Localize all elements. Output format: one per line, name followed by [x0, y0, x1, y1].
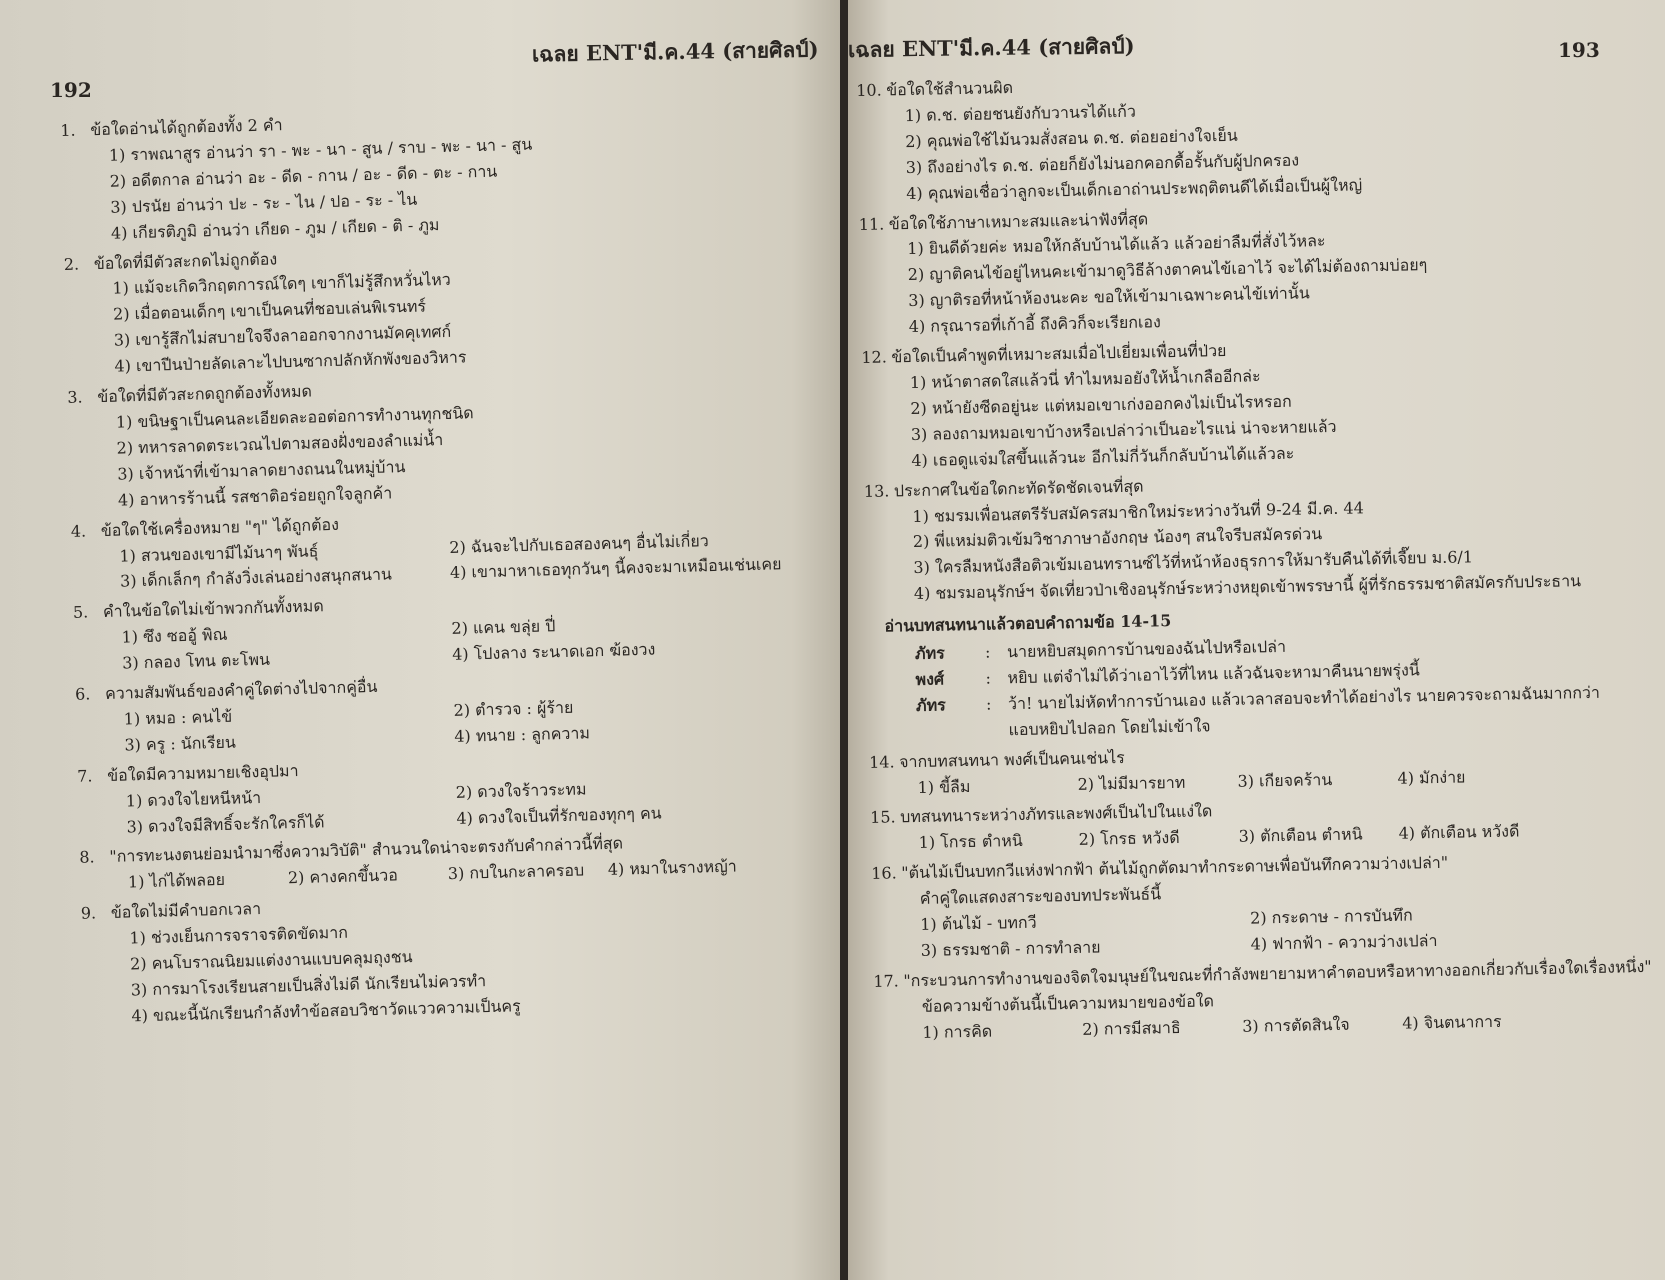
option: 2) หน้ายังซีดอยู่นะ แต่หมอเขาเก่งออกคงไม่เป็นไรหรอก	[910, 391, 1292, 418]
question-text: ข้อใดที่มีตัวสะกดถูกต้องทั้งหมด	[97, 381, 313, 407]
option: 4) จินตนาการ	[1402, 1011, 1502, 1033]
option: 3) เขารู้สึกไม่สบายใจจึงลาออกจากงานมัคคุเทศก์	[113, 322, 452, 350]
question-number: 12.	[861, 347, 887, 368]
option: 1) ซึง ซออู้ พิณ	[121, 625, 228, 647]
option: 2) ฉันจะไปกับเธอสองคนๆ อื่นไม่เกี่ยว	[449, 530, 709, 557]
question-text: จากบทสนทนา พงศ์เป็นคนเช่นไร	[898, 747, 1125, 771]
question-12	[861, 330, 1653, 475]
option: 4) คุณพ่อเชื่อว่าลูกจะเป็นเด็กเอาถ่านประพฤติตนดีได้เมื่อเป็นผู้ใหญ่	[906, 174, 1363, 203]
dialogue-text: หยิบ แต่จำไม่ได้ว่าเอาไว้ที่ไหน แล้วฉันจะหามาคืนนายพรุ่งนี้	[1007, 660, 1420, 688]
option: 4) หมาในรางหญ้า	[607, 856, 737, 880]
question-text: ข้อใดเป็นคำพูดที่เหมาะสมเมื่อไปเยี่ยมเพื่อนที่ป่วย	[891, 341, 1227, 367]
option: 1) โกรธ ตำหนิ	[918, 831, 1023, 853]
option: 4) กรุณารอที่เก้าอี้ ถึงคิวก็จะเรียกเอง	[908, 312, 1161, 337]
question-subtext: ข้อความข้างต้นนี้เป็นความหมายของข้อใด	[921, 991, 1215, 1016]
option: 2) คุณพ่อใช้ไม้นวมสั่งสอน ด.ช. ต่อยอย่างใจเย็น	[905, 125, 1238, 151]
option: 3) การตัดสินใจ	[1242, 1014, 1350, 1036]
option: 1) หน้าตาสดใสแล้วนี่ ทำไมหมอยังให้น้ำเกลืออีกล่ะ	[909, 366, 1261, 392]
question-number: 10.	[856, 80, 882, 100]
speaker-colon: :	[984, 642, 991, 662]
speaker: ภัทร	[915, 695, 946, 715]
option: 3) กลอง โทน ตะโพน	[122, 649, 271, 673]
option: 4) ทนาย : ลูกความ	[454, 723, 591, 746]
option: 4) เขามาหาเธอทุกวันๆ นี้คงจะมาเหมือนเช่นเคย	[449, 554, 782, 583]
option: 3) เกียจคร้าน	[1237, 769, 1333, 791]
dialogue	[867, 627, 1659, 746]
option: 1) ไก่ได้พลอย	[127, 870, 226, 892]
question-number: 14.	[868, 752, 895, 772]
option: 1) หมอ : คนไข้	[123, 706, 233, 729]
dialogue-text: นายหยิบสมุดการบ้านของฉันไปหรือเปล่า	[1006, 636, 1287, 662]
question-2	[63, 232, 826, 381]
option: 1) ราพณาสูร อ่านว่า รา - พะ - นา - สูน / ราบ - พะ - นา - สูน	[108, 134, 533, 165]
page-number-left: 192	[50, 78, 92, 102]
option: 1) ดวงใจไยหนีหน้า	[125, 787, 262, 811]
option: 3) เด็กเล็กๆ กำลังวิ่งเล่นอย่างสนุกสนาน	[119, 564, 393, 591]
option: 1) สวนของเขามีไม้นาๆ พันธุ์	[119, 540, 319, 566]
question-number: 7.	[76, 766, 93, 786]
option: 2) ทหารลาดตระเวณไปตามสองฝั่งของลำแม่น้ำ	[116, 429, 444, 458]
option: 2) อดีตกาล อ่านว่า อะ - ดีด - กาน / อะ - ดีด - ตะ - กาน	[109, 161, 498, 191]
option: 3) กบในกะลาครอบ	[447, 860, 585, 884]
question-number: 17.	[873, 971, 899, 991]
question-number: 5.	[72, 602, 89, 623]
question-text: ข้อใดใช้ภาษาเหมาะสมและน่าฟังที่สุด	[888, 208, 1149, 233]
question-14	[869, 734, 1660, 801]
option: 4) เกียรติภูมิ อ่านว่า เกียด - ภูม / เกียด - ติ - ภูม	[110, 214, 440, 243]
option: 2) กระดาษ - การบันทึก	[1250, 905, 1413, 928]
speaker-colon: :	[985, 694, 992, 714]
option: 1) การคิด	[922, 1021, 993, 1042]
question-4	[70, 499, 832, 597]
option: 3) ตักเตือน ตำหนิ	[1238, 824, 1363, 847]
option: 4) มักง่าย	[1397, 766, 1466, 788]
question-number: 11.	[858, 214, 885, 234]
question-number: 4.	[70, 521, 87, 541]
option: 3) ใครลืมหนังสือติวเข้มเอนทรานซ์ไว้ที่หน้าห้องธุรการให้มารับคืนได้ที่เจี๊ยบ ม.6/1	[913, 547, 1474, 578]
question-15	[870, 790, 1661, 857]
question-subtext: คำคู่ใดแสดงสาระของบทประพันธ์นี้	[919, 884, 1162, 909]
question-number: 6.	[74, 684, 91, 704]
option: 1) ต้นไม้ - บทกวี	[920, 912, 1037, 935]
option: 2) เมื่อตอนเด็กๆ เขาเป็นคนที่ชอบเล่นพิเรนทร์	[112, 296, 427, 325]
option: 2) พี่แหม่มติวเข้มวิชาภาษาอังกฤษ น้องๆ สนใจรีบสมัครด่วน	[912, 524, 1323, 552]
option: 3) ครู : นักเรียน	[124, 732, 237, 755]
question-number: 3.	[67, 387, 83, 407]
question-number: 16.	[871, 863, 897, 884]
right-page	[848, 0, 1665, 1280]
question-number: 2.	[63, 254, 80, 274]
question-text: ข้อใดใช้เครื่องหมาย "ๆ" ได้ถูกต้อง	[100, 514, 340, 540]
option: 1) ช่วงเย็นการจราจรติดขัดมาก	[129, 922, 349, 948]
option: 1) แม้จะเกิดวิกฤตการณ์ใดๆ เขาก็ไม่รู้สึกหวั่นไหว	[112, 270, 452, 299]
question-number: 15.	[870, 807, 896, 828]
speaker: พงศ์	[915, 669, 945, 689]
question-5	[73, 580, 835, 678]
option: 3) ญาติรอที่หน้าห้องนะคะ ขอให้เข้ามาเฉพาะคนไข้เท่านั้น	[908, 283, 1310, 311]
question-17	[873, 954, 1664, 1047]
question-number: 1.	[60, 120, 76, 140]
option: 2) คางคกขึ้นวอ	[287, 865, 399, 888]
option: 4) ฟากฟ้า - ความว่างเปล่า	[1250, 930, 1438, 954]
option: 2) ดวงใจร้าวระทม	[455, 779, 587, 802]
question-number: 13.	[863, 481, 890, 501]
question-text: "กระบวนการทำงานของจิตใจมนุษย์ในขณะที่กำลังพยายามหาคำตอบหรือหาทางออกเกี่ยวกับเรื่องใดเรื่องหนึ่ง"	[903, 956, 1652, 991]
question-9	[81, 881, 842, 1030]
option: 3) ถึงอย่างไร ด.ช. ต่อยก็ยังไม่นอกคอกดื้อรั้นกับผู้ปกครอง	[905, 150, 1300, 177]
option: 1) ชมรมเพื่อนสตรีรับสมัครสมาชิกใหม่ระหว่างวันที่ 9-24 มี.ค. 44	[912, 497, 1364, 526]
option: 2) ตำรวจ : ผู้ร้าย	[453, 697, 574, 720]
question-13	[864, 463, 1656, 608]
option: 3) เจ้าหน้าที่เข้ามาลาดยางถนนในหมู่บ้าน	[117, 456, 406, 484]
option: 2) ไม่มีมารยาท	[1077, 772, 1186, 794]
speaker: ภัทร	[914, 643, 945, 664]
right-questions	[856, 63, 1665, 1051]
option: 2) โกรธ หวังดี	[1078, 828, 1180, 850]
question-number: 8.	[79, 847, 95, 868]
question-text: ข้อใดไม่มีคำบอกเวลา	[110, 899, 262, 923]
option: 1) ขี้ลืม	[917, 776, 971, 797]
option: 3) ดวงใจมีสิทธิ์จะรักใครก็ได้	[126, 811, 325, 837]
question-text: บทสนทนาระหว่างภัทรและพงศ์เป็นไปในแง่ใด	[900, 801, 1213, 827]
option: 3) ปรนัย อ่านว่า ปะ - ระ - ไน / ปอ - ระ - ไน	[110, 189, 418, 217]
option: 4) เขาปีนป่ายลัดเลาะไปบนซากปลักหักพังของวิหาร	[114, 347, 467, 376]
question-text: คำในข้อใดไม่เข้าพวกกันทั้งหมด	[102, 596, 324, 622]
option: 1) ขนิษฐาเป็นคนละเอียดละออต่อการทำงานทุกชนิด	[115, 403, 474, 432]
question-text: ความสัมพันธ์ของคำคู่ใดต่างไปจากคู่อื่น	[104, 676, 378, 704]
option: 1) ยินดีด้วยค่ะ หมอให้กลับบ้านได้แล้ว แล้วอย่าลืมที่สั่งไว้หละ	[907, 231, 1326, 259]
question-number: 9.	[80, 903, 97, 924]
question-7	[77, 744, 839, 842]
option: 3) การมาโรงเรียนสายเป็นสิ่งไม่ดี นักเรียนไม่ควรทำ	[130, 971, 487, 1000]
running-head-right: เฉลย ENT'มี.ค.44 (สายศิลป์)	[848, 33, 1135, 62]
option: 4) ชมรมอนุรักษ์ฯ จัดเที่ยวป่าเชิงอนุรักษ์ระหว่างหยุดเข้าพรรษานี้ ผู้ที่รักธรรมชาติสมัครกับประธาน	[913, 571, 1582, 604]
option: 4) ขณะนี้นักเรียนกำลังทำข้อสอบวิชาวัดแววความเป็นครู	[131, 996, 521, 1026]
question-16	[871, 846, 1663, 965]
option: 4) เธอดูแจ่มใสขึ้นแล้วนะ อีกไม่กี่วันก็กลับบ้านได้แล้วละ	[911, 443, 1295, 470]
option: 1) ด.ช. ต่อยชนยังกับวานรได้แก้ว	[904, 101, 1137, 125]
option: 2) การมีสมาธิ	[1082, 1017, 1181, 1039]
question-text: "การทะนงตนย่อมนำมาซึ่งความวิบัติ" สำนวนใดน่าจะตรงกับคำกล่าวนี้ที่สุด	[109, 833, 624, 867]
left-questions	[60, 98, 842, 1034]
option: 4) อาหารร้านนี้ รสชาติอร่อยถูกใจลูกค้า	[117, 483, 393, 510]
option: 3) ลองถามหมอเขาบ้างหรือเปล่าว่าเป็นอะไรแน่ น่าจะหายแล้ว	[910, 416, 1337, 444]
option: 4) ตักเตือน หวังดี	[1398, 821, 1520, 844]
question-1	[60, 98, 823, 247]
speaker-colon: :	[985, 668, 992, 688]
question-text: ข้อใดอ่านได้ถูกต้องทั้ง 2 คำ	[90, 115, 283, 140]
dialogue-instruction: อ่านบทสนทนาแล้วตอบคำถามข้อ 14-15	[884, 611, 1172, 636]
option: 2) แคน ขลุ่ย ปี่	[451, 616, 556, 639]
question-11	[859, 196, 1651, 341]
question-10	[856, 63, 1648, 208]
question-3	[67, 365, 830, 514]
running-head-left: เฉลย ENT'มี.ค.44 (สายศิลป์)	[531, 36, 819, 67]
option: 4) ดวงใจเป็นที่รักของทุกๆ คน	[456, 803, 662, 828]
question-text: ประกาศในข้อใดกะทัดรัดชัดเจนที่สุด	[893, 476, 1144, 500]
option: 4) โปงลาง ระนาดเอก ฆ้องวง	[451, 639, 656, 665]
option: 2) ญาติคนไข้อยู่ไหนคะเข้ามาดูวิธีล้างตาคนไข้เอาไว้ จะได้ไม่ต้องถามบ่อยๆ	[907, 255, 1428, 285]
question-text: ข้อใดใช้สำนวนผิด	[886, 77, 1014, 100]
question-text: "ต้นไม้เป็นบทกวีแห่งฟากฟ้า ต้นไม้ถูกตัดมาทำกระดาษเพื่อบันทึกความว่างเปล่า"	[901, 853, 1449, 883]
option: 2) คนโบราณนิยมแต่งงานแบบคลุมถุงชน	[129, 947, 413, 974]
question-text: ข้อใดที่มีตัวสะกดไม่ถูกต้อง	[93, 248, 278, 273]
option: 3) ธรรมชาติ - การทำลาย	[920, 937, 1101, 960]
dialogue-text: ว้า! นายไม่หัดทำการบ้านเอง แล้วเวลาสอบจะทำได้อย่างไร นายควรจะถามฉันมากกว่าแอบหยิบไปลอก โดยไม่เข้าใจ	[1007, 682, 1601, 739]
page-number-right: 193	[1558, 38, 1600, 62]
question-text: ข้อใดมีความหมายเชิงอุปมา	[106, 760, 299, 785]
question-6	[75, 662, 837, 760]
